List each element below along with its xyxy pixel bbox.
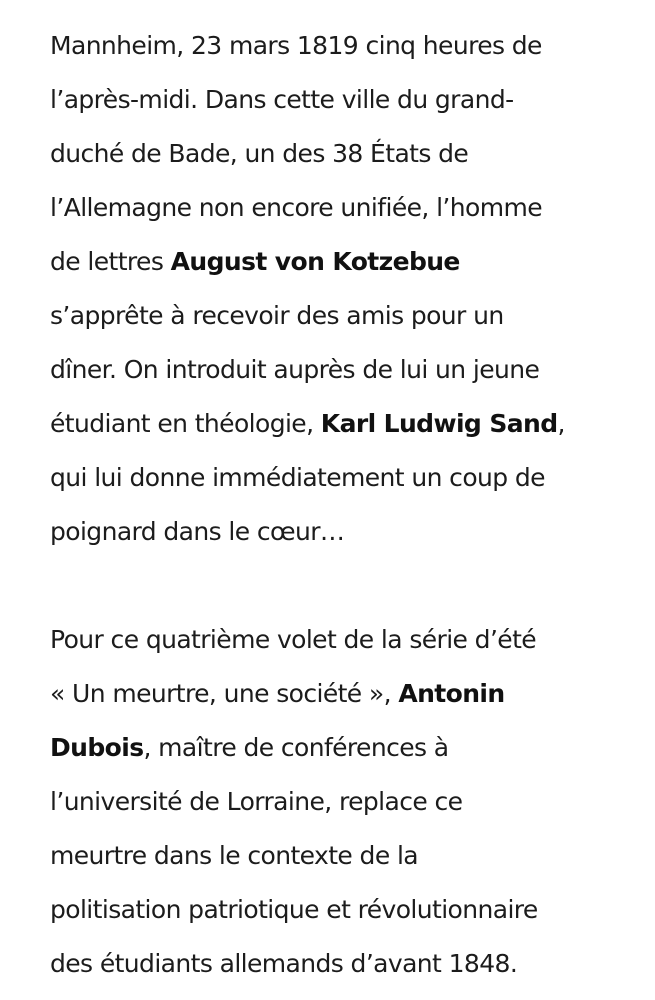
text-line: l’université de Lorraine, replace ce [50, 787, 463, 816]
text-line: s’apprête à recevoir des amis pour un [50, 301, 504, 330]
text-line [50, 235, 630, 289]
text-line: l’après-midi. Dans cette ville du grand- [50, 85, 514, 114]
text-segment: « Un meurtre, une société », [50, 679, 399, 708]
text-line: duché de Bade, un des 38 États de [50, 139, 469, 168]
text-line [50, 721, 630, 775]
text-line: dîner. On introduit auprès de lui un jeune [50, 355, 540, 384]
paragraph-intro [50, 19, 630, 559]
text-line: l’Allemagne non encore unifiée, l’homme [50, 193, 542, 222]
text-segment: , maître de conférences à [143, 733, 449, 762]
text-line [50, 667, 630, 721]
text-line: des étudiants allemands d’avant 1848. [50, 949, 518, 978]
text-line [50, 397, 630, 451]
person-name-sand: Karl Ludwig Sand [320, 409, 558, 438]
article-body [50, 19, 630, 991]
text-line: Pour ce quatrième volet de la série d’été [50, 625, 537, 654]
text-segment: , [557, 409, 565, 438]
text-line: Mannheim, 23 mars 1819 cinq heures de [50, 31, 542, 60]
text-line: qui lui donne immédiatement un coup de [50, 463, 545, 492]
text-segment: de lettres [50, 247, 171, 276]
text-line: politisation patriotique et révolutionnaire [50, 895, 538, 924]
text-line: poignard dans le cœur… [50, 517, 345, 546]
paragraph-series [50, 613, 630, 991]
person-name-kotzebue: August von Kotzebue [170, 247, 460, 276]
person-name-dubois-first: Antonin [398, 679, 505, 708]
text-segment: étudiant en théologie, [50, 409, 321, 438]
person-name-dubois-last: Dubois [50, 733, 144, 762]
text-line: meurtre dans le contexte de la [50, 841, 419, 870]
